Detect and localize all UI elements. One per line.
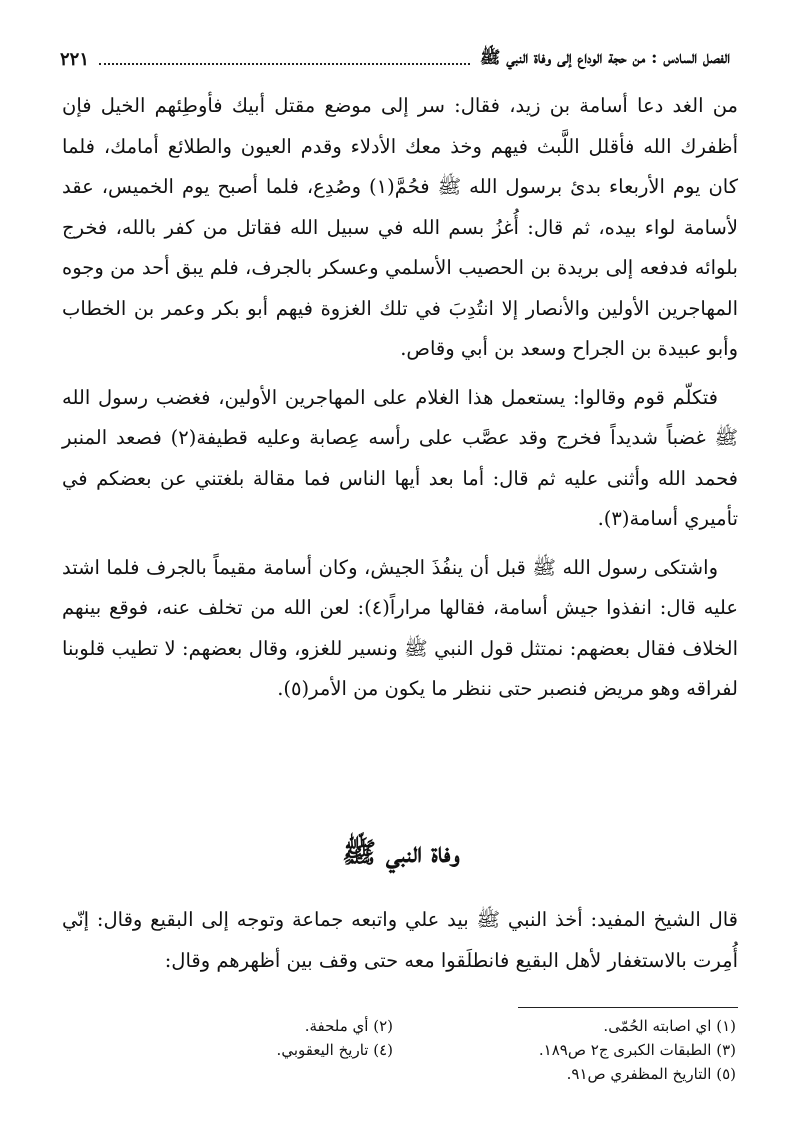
running-header xyxy=(60,42,730,76)
footnote: (٥) التاريخ المظفري ص٩١. xyxy=(566,1065,736,1083)
page-number: ٢٢١ xyxy=(60,48,90,70)
leader-dots xyxy=(99,53,470,65)
paragraph: قال الشيخ المفيد: أخذ النبي ﷺ بيد علي واتبعه جماعة وتوجه إلى البقيع وقال: إنّي أُمِرت بالاستغفار لأهل البقيع فانطلَقوا معه حتى وقف بين أظهرهم وقال: xyxy=(62,908,738,972)
main-text xyxy=(62,86,738,710)
footnotes xyxy=(70,1014,736,1086)
chapter-title: الفصل السادس : من حجة الوداع إلى وفاة النبي ﷺ xyxy=(479,47,730,68)
footnote: (٤) تاريخ اليعقوبي. xyxy=(276,1041,393,1059)
section-heading: وفاة النبي ﷺ xyxy=(342,836,460,869)
paragraph: واشتكى رسول الله ﷺ قبل أن ينفُذَ الجيش، وكان أسامة مقيماً بالجرف فلما اشتد عليه قال: انفذوا جيش أسامة، فقالها مراراً(٤): لعن الله من تخلف عنه، فوقع بينهم الخلاف فقال بعضهم: نمتثل قول النبي ﷺ ونسير للغزو، وقال بعضهم: لا تطيب قلوبنا لفراقه وهو مريض فنصبر حتى ننظر ما يكون من الأمر(٥). xyxy=(62,555,738,700)
footnote: (٣) الطبقات الكبرى ج٢ ص١٨٩. xyxy=(538,1041,736,1059)
section-text xyxy=(62,900,738,981)
paragraph: فتكلّم قوم وقالوا: يستعمل هذا الغلام على المهاجرين الأولين، فغضب رسول الله ﷺ غضباً شديداً فخرج وقد عصَّب على رأسه عِصابة وعليه قطيفة(٢) فصعد المنبر فحمد الله وأثنى عليه ثم قال: أما بعد أيها الناس فما مقالة بلغتني عن بعضكم في تأميري أسامة(٣). xyxy=(62,385,738,530)
footnote: (٢) أي ملحفة. xyxy=(304,1017,393,1035)
paragraph: من الغد دعا أسامة بن زيد، فقال: سر إلى موضع مقتل أبيك فأوطِئهم الخيل فإن أظفرك الله فأقلل اللَّبث فيهم وخذ معك الأدلاء وقدم العيون والطلائع أمامك، فلما كان يوم الأربعاء بدئ برسول الله ﷺ فحُمَّ(١) وصُدِع، فلما أصبح يوم الخميس، عقد لأسامة لواء بيده، ثم قال: أُغزُ بسم الله في سبيل الله فقاتل من كفر بالله، فخرج بلوائه فدفعه إلى بريدة بن الحصيب الأسلمي وعسكر بالجرف، فلم يبق أحد من وجوه المهاجرين الأولين والأنصار إلا انتُدِبَ في تلك الغزوة فيهم أبو بكر وعمر بن الخطاب وأبو عبيدة بن الجراح وسعد بن أبي وقاص. xyxy=(62,94,738,360)
footnote-separator xyxy=(518,1007,738,1008)
footnote: (١) اي اصابته الحُمّى. xyxy=(603,1017,736,1035)
